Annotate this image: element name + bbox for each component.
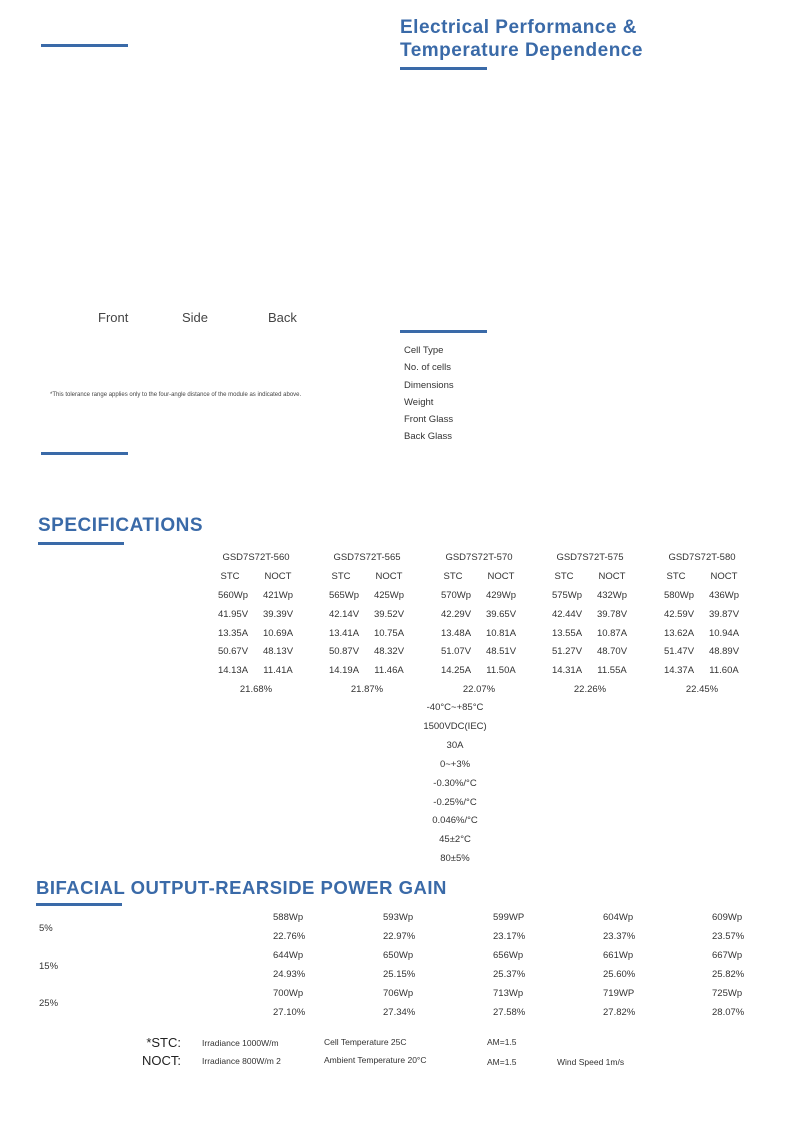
bifacial-power: 593Wp xyxy=(383,912,414,923)
label-cell-type: Cell Type xyxy=(404,345,444,356)
stc-value: 51.07V xyxy=(440,646,472,657)
shared-spec-value: 80±5% xyxy=(440,853,470,865)
title-line-1: Electrical Performance & xyxy=(400,17,637,38)
noct-value: 48.32V xyxy=(373,646,405,657)
noct-value: 10.87A xyxy=(596,628,628,639)
bifacial-efficiency: 28.07% xyxy=(712,1007,745,1018)
stc-value: 580Wp xyxy=(663,590,695,601)
noct-value: 421Wp xyxy=(262,590,294,601)
view-label-back: Back xyxy=(268,310,297,325)
bifacial-power: 656Wp xyxy=(493,950,524,961)
noct-value: 48.13V xyxy=(262,646,294,657)
gain-label: 25% xyxy=(39,998,59,1009)
shared-spec-value: -40°C~+85°C xyxy=(426,702,484,713)
label-back-glass: Back Glass xyxy=(404,431,453,443)
module-efficiency: 21.68% xyxy=(239,684,273,695)
stc-value: 14.25A xyxy=(440,665,472,676)
stc-value: 14.37A xyxy=(663,665,695,676)
noct-value: 39.52V xyxy=(373,609,405,620)
stc-header: STC xyxy=(331,571,351,582)
shared-spec-value: -0.25%/°C xyxy=(433,796,477,808)
stc-value: 42.59V xyxy=(663,609,695,620)
noct-value: 432Wp xyxy=(596,590,628,601)
bifacial-efficiency: 27.34% xyxy=(383,1007,416,1018)
noct-value: 48.70V xyxy=(596,646,628,657)
module-efficiency: 22.45% xyxy=(685,684,719,695)
noct-value: 11.60A xyxy=(709,665,739,676)
stc-header: STC xyxy=(220,571,240,582)
model-name: GSD7S72T-560 xyxy=(222,552,290,563)
electrical-performance-title xyxy=(400,16,643,62)
bifacial-efficiency: 25.82% xyxy=(712,969,745,980)
bifacial-power: 644Wp xyxy=(273,950,304,961)
view-label-side: Side xyxy=(182,310,209,325)
noct-value: 10.75A xyxy=(373,628,405,639)
noct-value: 39.39V xyxy=(262,609,294,620)
stc-value: 51.27V xyxy=(551,646,583,657)
noct-value: 429Wp xyxy=(485,590,517,601)
bifacial-power: 706Wp xyxy=(383,988,414,999)
stc-header: STC xyxy=(666,571,686,582)
specifications-rule xyxy=(38,542,124,545)
stc-value: 14.13A xyxy=(217,665,249,676)
shared-spec-value: 1500VDC(IEC) xyxy=(423,720,487,732)
shared-spec-value: 30A xyxy=(446,739,464,751)
stc-header: STC xyxy=(443,571,463,582)
bifacial-title: BIFACIAL OUTPUT-REARSIDE POWER GAIN xyxy=(36,877,447,898)
bifacial-efficiency: 25.15% xyxy=(383,969,416,980)
module-efficiency: 22.07% xyxy=(462,684,496,695)
label-weight: Weight xyxy=(404,396,434,408)
bifacial-power: 599WP xyxy=(493,912,525,923)
module-efficiency: 22.26% xyxy=(573,684,607,695)
shared-spec-value: 45±2°C xyxy=(439,834,471,846)
noct-value: 11.41A xyxy=(263,665,293,676)
noct-value: 11.46A xyxy=(374,665,404,676)
model-name: GSD7S72T-575 xyxy=(556,552,624,563)
stc-value: 14.19A xyxy=(328,665,360,676)
stc-value: 50.87V xyxy=(328,646,360,657)
noct-value: 39.65V xyxy=(485,609,517,620)
noct-wind-speed: Wind Speed 1m/s xyxy=(557,1057,625,1067)
bifacial-power: 667Wp xyxy=(712,950,743,961)
stc-am: AM=1.5 xyxy=(487,1037,517,1047)
stc-value: 13.55A xyxy=(551,628,583,639)
noct-value: 425Wp xyxy=(373,590,405,601)
title-line-2: Temperature Dependence xyxy=(400,40,643,61)
bifacial-efficiency: 25.60% xyxy=(603,969,636,980)
noct-value: 48.89V xyxy=(708,646,740,657)
bifacial-power: 725Wp xyxy=(712,988,743,999)
bifacial-power: 609Wp xyxy=(712,912,743,923)
stc-header: STC xyxy=(554,571,574,582)
noct-value: 10.94A xyxy=(708,628,740,639)
noct-value: 11.55A xyxy=(597,665,627,676)
gain-label: 15% xyxy=(39,961,59,972)
bifacial-efficiency: 25.37% xyxy=(493,969,526,980)
model-name: GSD7S72T-570 xyxy=(445,552,513,563)
noct-am: AM=1.5 xyxy=(487,1057,517,1067)
noct-header: NOCT xyxy=(487,571,515,582)
label-no-of-cells: No. of cells xyxy=(404,362,451,374)
bifacial-efficiency: 27.58% xyxy=(493,1007,526,1018)
bifacial-efficiency: 23.17% xyxy=(493,931,526,942)
stc-value: 13.62A xyxy=(663,628,695,639)
noct-label: NOCT: xyxy=(142,1053,181,1068)
stc-value: 14.31A xyxy=(551,665,583,676)
bifacial-rule xyxy=(36,903,122,906)
gain-label: 5% xyxy=(39,923,53,934)
stc-value: 51.47V xyxy=(663,646,695,657)
stc-value: 42.29V xyxy=(440,609,472,620)
noct-header: NOCT xyxy=(598,571,626,582)
label-dimensions: Dimensions xyxy=(404,379,454,391)
shared-spec-value: 0.046%/°C xyxy=(432,815,478,827)
noct-value: 39.78V xyxy=(596,609,628,620)
left-section-rule-bottom xyxy=(41,452,128,455)
bifacial-efficiency: 22.76% xyxy=(273,931,306,942)
bifacial-power: 713Wp xyxy=(493,988,524,999)
stc-value: 13.48A xyxy=(440,628,472,639)
shared-spec-value: -0.30%/°C xyxy=(433,777,477,789)
bifacial-efficiency: 24.93% xyxy=(273,969,306,980)
bifacial-power: 700Wp xyxy=(273,988,304,999)
bifacial-power: 604Wp xyxy=(603,912,634,923)
stc-value: 570Wp xyxy=(440,590,472,601)
view-label-front: Front xyxy=(98,310,129,325)
noct-value: 436Wp xyxy=(708,590,740,601)
bifacial-power: 719WP xyxy=(603,988,635,999)
module-efficiency: 21.87% xyxy=(350,684,384,695)
left-section-rule-top xyxy=(41,44,128,47)
bifacial-power: 650Wp xyxy=(383,950,414,961)
stc-value: 42.44V xyxy=(551,609,583,620)
tolerance-note: *This tolerance range applies only to the four-angle distance of the module as indicated above. xyxy=(50,392,302,398)
noct-value: 39.87V xyxy=(708,609,740,620)
bifacial-efficiency: 23.37% xyxy=(603,931,636,942)
stc-value: 50.67V xyxy=(217,646,249,657)
noct-header: NOCT xyxy=(264,571,292,582)
bifacial-efficiency: 27.82% xyxy=(603,1007,636,1018)
model-name: GSD7S72T-565 xyxy=(333,552,401,563)
specifications-title: SPECIFICATIONS xyxy=(38,515,203,536)
noct-value: 11.50A xyxy=(486,665,516,676)
stc-label: *STC: xyxy=(146,1035,181,1050)
mechanical-rule xyxy=(400,330,487,333)
stc-value: 41.95V xyxy=(217,609,249,620)
stc-value: 565Wp xyxy=(328,590,360,601)
model-name: GSD7S72T-580 xyxy=(668,552,736,563)
stc-value: 13.35A xyxy=(217,628,249,639)
bifacial-efficiency: 27.10% xyxy=(273,1007,306,1018)
stc-irradiance: Irradiance 1000W/m xyxy=(202,1038,279,1048)
label-front-glass: Front Glass xyxy=(404,414,454,426)
stc-value: 13.41A xyxy=(328,628,360,639)
noct-irradiance: Irradiance 800W/m 2 xyxy=(202,1056,281,1066)
mechanical-labels xyxy=(404,342,454,446)
shared-spec-value: 0~+3% xyxy=(439,758,471,770)
stc-temperature: Cell Temperature 25C xyxy=(324,1037,407,1047)
noct-header: NOCT xyxy=(375,571,403,582)
stc-value: 575Wp xyxy=(551,590,583,601)
bifacial-power: 661Wp xyxy=(603,950,634,961)
noct-value: 48.51V xyxy=(485,646,517,657)
stc-value: 560Wp xyxy=(217,590,249,601)
bifacial-efficiency: 23.57% xyxy=(712,931,745,942)
noct-value: 10.69A xyxy=(262,628,294,639)
electrical-title-rule xyxy=(400,67,487,70)
stc-value: 42.14V xyxy=(328,609,360,620)
bifacial-efficiency: 22.97% xyxy=(383,931,416,942)
noct-temperature: Ambient Temperature 20°C xyxy=(324,1055,427,1065)
bifacial-power: 588Wp xyxy=(273,912,304,923)
noct-header: NOCT xyxy=(710,571,738,582)
noct-value: 10.81A xyxy=(485,628,517,639)
